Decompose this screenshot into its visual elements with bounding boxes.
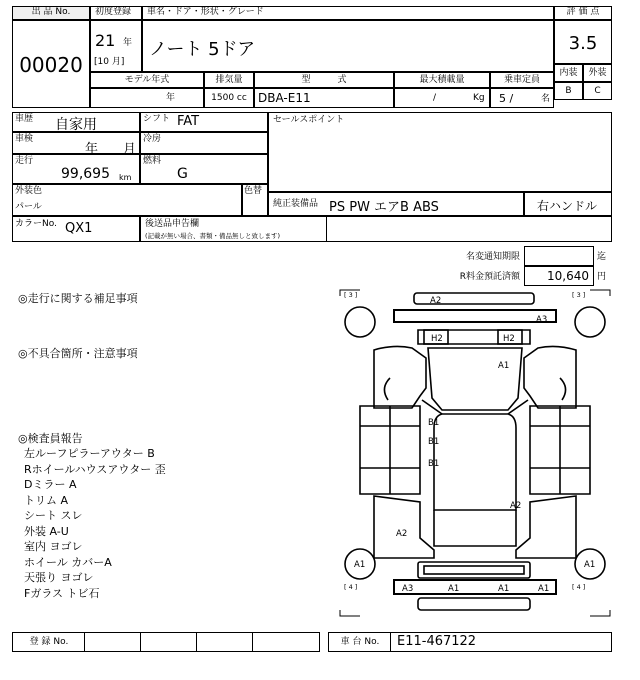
steering-value: 右ハンドル: [524, 192, 612, 216]
shift-label: シフト: [143, 114, 171, 124]
mark-front-grille: A3: [536, 315, 548, 325]
car-name: ノート 5ドア: [149, 39, 256, 60]
first-reg-cell: [90, 20, 142, 72]
diagram-tag-rear-left: [ 4 ]: [344, 583, 358, 591]
note-line: Rホイールハウスアウター 歪: [24, 462, 166, 476]
note-line: 外装 A-U: [24, 524, 69, 538]
mileage-unit: km: [119, 173, 132, 182]
mark-headlight-right: H2: [503, 334, 515, 344]
first-reg-label: 初度登録: [90, 6, 142, 20]
inspector-notes: [24, 446, 166, 601]
interior-label: 内装: [554, 64, 583, 82]
equipment-value: PS PW エアB ABS: [329, 200, 439, 215]
load-cell: [394, 88, 490, 108]
first-reg-year-unit: 年: [123, 38, 133, 48]
chassis-no-cell: [328, 632, 612, 652]
footer-divider: [84, 632, 85, 652]
seats-cell: [490, 88, 554, 108]
recycle-value: 10,640: [524, 266, 594, 286]
footer-divider: [390, 632, 391, 652]
score-label: 評 価 点: [554, 6, 612, 20]
mark-rear-bumper-3: A1: [498, 584, 510, 594]
inspection-month: 月: [123, 142, 137, 157]
mark-rear-left-panel: A2: [396, 529, 408, 539]
diagram-tag-front-left: [ 3 ]: [344, 291, 358, 299]
mark-front-bumper: A2: [430, 296, 442, 306]
seats-value: 5 /: [499, 92, 514, 105]
ac-label: 冷房: [143, 134, 162, 144]
mark-rear-bumper-4: A1: [538, 584, 550, 594]
score-value: 3.5: [554, 20, 612, 64]
inspection-year: 年: [85, 142, 99, 157]
load-label: 最大積載量: [394, 72, 490, 88]
mark-hood: A1: [498, 361, 510, 371]
interior-grade: B: [554, 82, 583, 100]
seats-label: 乗車定員: [490, 72, 554, 88]
first-reg-year: 21: [95, 31, 116, 50]
note-line: シート スレ: [24, 509, 83, 522]
note-line: 室内 ヨゴレ: [24, 540, 83, 553]
usage-value: 自家用: [55, 117, 97, 133]
registration-no-label: 登 録 No.: [29, 637, 69, 647]
ac-cell: [140, 132, 268, 154]
footer-divider: [252, 632, 253, 652]
driving-notes-title: ◎走行に関する補足事項: [18, 292, 138, 305]
footer-divider: [196, 632, 197, 652]
equipment-cell: [268, 192, 524, 216]
model-year-label: モデル年式: [90, 72, 204, 88]
lot-number: 00020: [12, 20, 90, 108]
usage-label: 車歴: [15, 114, 34, 124]
load-unit: Kg: [473, 93, 485, 103]
inspection-cell: [12, 132, 140, 157]
aftermarket-cell: [140, 216, 612, 242]
sales-point-cell: [268, 112, 612, 192]
mark-wheel-rear-left: A1: [354, 560, 366, 570]
fuel-value: G: [177, 166, 188, 182]
color-no-cell: [12, 216, 140, 242]
mark-pillar-2: B1: [428, 437, 440, 447]
displacement-value: 1500 cc: [204, 88, 254, 108]
aftermarket-label: 後送品申告欄: [145, 219, 200, 229]
mileage-value: 99,695: [61, 166, 110, 182]
footer-divider: [140, 632, 141, 652]
mark-wheel-rear-right: A1: [584, 560, 596, 570]
chassis-no-label: 車 台 No.: [340, 637, 380, 647]
type-label: 型 式: [254, 72, 394, 88]
exterior-grade: C: [583, 82, 612, 100]
note-line: Dミラー A: [24, 478, 77, 491]
car-label: 車名・ドア・形状・グレード: [142, 6, 554, 20]
displacement-label: 排気量: [204, 72, 254, 88]
defects-title: ◎不具合箇所・注意事項: [18, 347, 138, 360]
color-no-label: カラーNo.: [15, 219, 57, 229]
exterior-label: 外装: [583, 64, 612, 82]
inspection-label: 車検: [15, 134, 34, 144]
mark-pillar-3: B1: [428, 459, 440, 469]
shift-value: FAT: [177, 114, 200, 129]
car-damage-diagram: [338, 288, 612, 618]
sales-point-label: セールスポイント: [273, 115, 345, 125]
title-change-unit: 迄: [597, 252, 607, 262]
note-line: トリム A: [24, 493, 69, 507]
color-no-value: QX1: [65, 221, 93, 236]
mark-rear-bumper-1: A3: [402, 584, 414, 594]
note-line: ホイール カバーA: [24, 555, 112, 569]
load-separator: /: [433, 93, 437, 103]
mark-pillar-1: B1: [428, 418, 440, 428]
diagram-tag-rear-right: [ 4 ]: [572, 583, 586, 591]
shift-cell: [140, 112, 268, 132]
note-line: Fガラス トビ石: [24, 586, 100, 600]
aftermarket-divider: [326, 216, 327, 242]
fuel-label: 燃料: [143, 156, 162, 166]
color-change-label: 色替: [244, 186, 263, 196]
color-cell: [12, 184, 242, 216]
lot-label: 出 品 No.: [12, 6, 90, 20]
color-change-cell: [242, 184, 268, 216]
seats-unit: 名: [541, 94, 551, 104]
recycle-unit: 円: [597, 272, 607, 282]
mark-headlight-left: H2: [431, 334, 443, 344]
mark-rear-right-panel: A2: [510, 501, 522, 511]
color-label: 外装色: [15, 186, 43, 196]
first-reg-month: [10 月]: [94, 57, 125, 67]
recycle-label: R料金預託済額: [459, 272, 520, 282]
note-line: 天張り ヨゴレ: [24, 571, 94, 584]
usage-cell: [12, 112, 140, 132]
mark-rear-bumper-2: A1: [448, 584, 460, 594]
car-name-cell: [142, 20, 554, 72]
model-year-value: 年: [90, 88, 204, 108]
color-value: パール: [15, 202, 42, 212]
equipment-label: 純正装備品: [273, 199, 319, 209]
chassis-no-value: E11-467122: [397, 634, 477, 649]
title-change-value: [524, 246, 594, 266]
note-line: 左ルーフピラーアウター B: [24, 447, 155, 460]
inspector-title: ◎検査員報告: [18, 432, 83, 445]
registration-no-cell: [12, 632, 320, 652]
type-value: DBA-E11: [254, 88, 394, 108]
title-change-label: 名変通知期限: [465, 252, 520, 262]
fuel-cell: [140, 154, 268, 184]
diagram-tag-front-right: [ 3 ]: [572, 291, 586, 299]
aftermarket-note: (記載が無い場合、書類・備品無しと致します): [145, 232, 281, 240]
mileage-cell: [12, 154, 140, 184]
mileage-label: 走行: [15, 156, 34, 166]
